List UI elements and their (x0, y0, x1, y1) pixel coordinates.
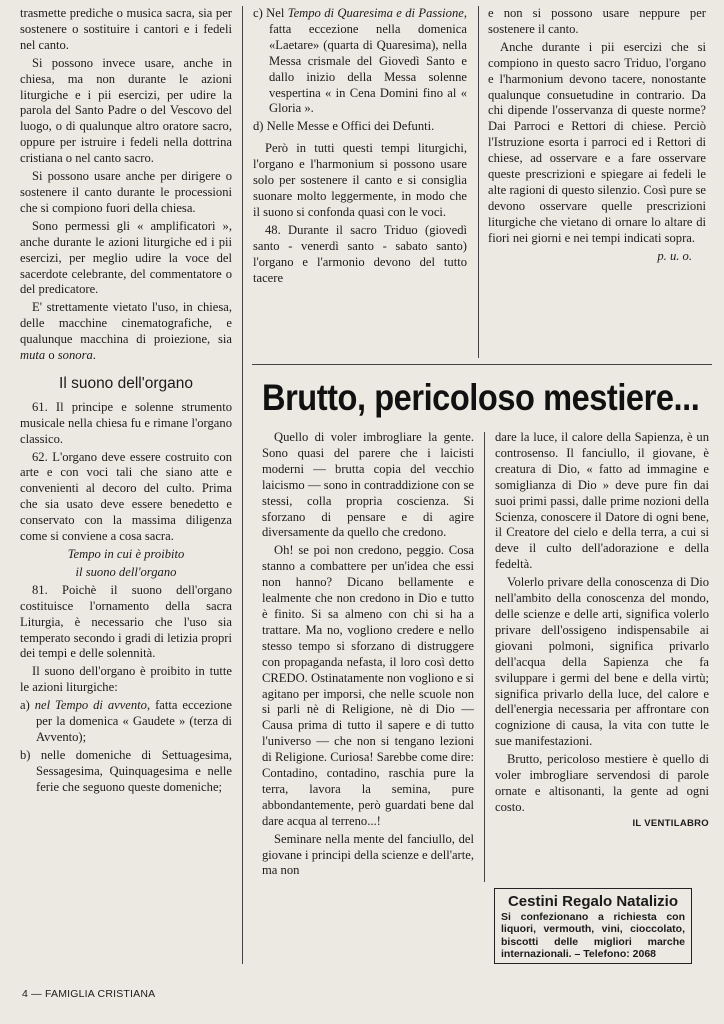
advertisement-box (494, 888, 692, 964)
column-divider (478, 6, 479, 358)
ad-body: Si confezionano a richiesta con liquori, vermouth, vini, cioccolato, biscotti delle migliori marche internazionali. – Telefono: 2068 (501, 911, 685, 960)
section-heading: Il suono dell'organo (59, 374, 193, 392)
subheading-line-1: Tempo in cui è proibito (67, 547, 185, 561)
paragraph: e non si possono usare neppure per sostenere il canto. (488, 6, 706, 36)
paragraph: E' strettamente vietato l'uso, in chiesa, delle macchine cinematografiche, e qualunque macchina di proiezione, sia muta o sonora. (20, 300, 232, 363)
list-item: b) nelle domeniche di Settuagesima, Sessagesima, Quinquagesima e nelle ferie che seguono queste domeniche; (20, 747, 232, 794)
paragraph: Però in tutti questi tempi liturgichi, l'organo e l'harmonium si possono usare solo per sostenere il canto e si consiglia suonare molto leggermente, in modo che il suono si confonda quasi con le voci. (253, 141, 467, 219)
paragraph: 61. Il principe e solenne strumento musicale nella chiesa fu e rimane l'organo classico. (20, 399, 232, 446)
article-column-2 (495, 430, 709, 832)
paragraph: 62. L'organo deve essere costruito con arte e con voci tali che siano atte e convenienti al decoro del culto. Prima che sia usato deve essere benedetto e conservato con la massima diligenza come si conviene a cosa sacra. (20, 449, 232, 544)
paragraph: Si possono invece usare, anche in chiesa, ma non durante le azioni liturgiche e i pii esercizi, per udire la parola del Santo Padre o del Vescovo del luogo, o di qualunque altro oratore sacro, oppure per istruire i fedeli nella dottrina cristiana o nel canto sacro. (20, 55, 232, 166)
ad-title: Cestini Regalo Natalizio (507, 893, 679, 910)
paragraph: Si possono usare anche per dirigere o sostenere il canto durante le processioni che si compiono fuori della chiesa. (20, 169, 232, 215)
column-divider (484, 432, 485, 882)
article-column-1 (262, 430, 474, 881)
paragraph: Sono permessi gli « amplificatori », anche durante le azioni liturgiche ed i pii esercizi, per meglio udire la voce del sacerdote celebrante, del commentatore o del predicatore. (20, 218, 232, 297)
paragraph: Quello di voler imbrogliare la gente. Sono quasi del parere che i laicisti moderni — brutta copia del vecchio laicismo — sono in contraddizione con se stessi, colla propria coscienza. Si sforzano di pensare e di agire diversamente da quello che credono. (262, 430, 474, 540)
list-item: c) Nel Tempo di Quaresima e di Passione, fatta eccezione nella domenica «Laetare» (quarta di Quaresima), nella Messa crismale del Giovedì Santo e dallo inizio della Messa solenne vespertina « in Cena Domini fino al « Gloria ». (253, 6, 468, 116)
paragraph: Volerlo privare della conoscenza di Dio nell'ambito della conoscenza del mondo, delle scienze e delle arti, significa volerlo privare dell'ossigeno indispensabile ai giovani polmoni, significa privarlo dell'acqua della Sapienza che fa sviluppare i germi del bene e della virtù; significa privarlo della luce, del calore e dell'energia necessaria per affrontare con cognizione di causa, la vita con tutte le sue manifestazioni. (495, 575, 709, 749)
paragraph: Anche durante i pii esercizi che si compiono in questo sacro Triduo, l'organo e l'harmonium devono tacere, nonostante qualunque consuetudine in contrario. Da chi dipende l'osservanza di queste norme? Dai Parroci e Rettori di chiese. Perciò l'Istruzione esorta i parroci ed i Rettori di chiese, ad osservare e a fare osservare queste prescrizioni e spiegare ai fedeli le alte ragioni di questo silenzio. Così pure se devono osservare quelle prescrizioni liturgiche che vietano di ornare lo altare di fiori nei giorni e nei tempi indicati sopra. (488, 39, 706, 245)
paragraph: dare la luce, il calore della Sapienza, è un controsenso. Il fanciullo, il giovane, è creatura di Dio, « fatto ad immagine e somiglianza di Dio » deve pure fin dai suoi primi passi, dalle prime nozioni della Scienza, conoscere il Datore di ogni bene, il Creatore del cielo e della terra, a cui si deve il culto dell'adorazione e della fedeltà. (495, 430, 709, 572)
column-1 (20, 6, 232, 798)
paragraph: 81. Poichè il suono dell'organo costituisce l'ornamento della sacra Liturgia, è necessario che l'uso sia temperato secondo i gradi di letizia propri dei tempi e delle solennità. (20, 582, 232, 661)
list-item: a) nel Tempo di avvento, fatta eccezione per la domenica « Gaudete » (terza di Avvento); (20, 698, 232, 744)
subheading-line-2: il suono dell'organo (75, 564, 177, 579)
section-divider (252, 364, 712, 365)
column-divider (242, 6, 243, 964)
list-item: d) Nelle Messe e Offici dei Defunti. (253, 119, 435, 134)
paragraph: trasmette prediche o musica sacra, sia per sostenere o sostituire i cantori e i fedeli nel canto. (20, 6, 232, 52)
paragraph: 48. Durante il sacro Triduo (giovedì santo - venerdì santo - sabato santo) l'organo e l'armonio devono del tutto tacere (253, 222, 467, 285)
paragraph: Il suono dell'organo è proibito in tutte le azioni liturgiche: (20, 664, 232, 695)
paragraph: Seminare nella mente del fanciullo, del giovane i principi della scienze e dell'arte, ma non (262, 831, 474, 878)
column-2 (253, 6, 467, 288)
column-3 (488, 6, 706, 267)
page-footer: 4 — FAMIGLIA CRISTIANA (22, 988, 156, 1000)
paragraph: Oh! se poi non credono, peggio. Cosa stanno a combattere per un'idea che essi non hanno? Dicano bellamente e lealmente che non credono in Dio e tutto è finito. Si sa almeno con chi si ha a trattare. Ma no, vogliono credere e nello stesso tempo si sforzano di distruggere con propaganda nefasta, il loro così detto CREDO. Ostinatamente non vogliono e si agitano per imporsi, che nelle scuole non si parli nè di Religione, nè di Dio — Causa prima di tutto il sapere e di tutto l'universo — che non si tengano lezioni di Religione. Curiosa! Sarebbe come dire: Contadino, contadino, raschia pure la terra, lavora la semina, pure abbondantemente, però guardati bene dal dare acqua al terreno...! (262, 543, 474, 828)
article-byline: IL VENTILABRO (632, 817, 709, 829)
paragraph: Brutto, pericoloso mestiere è quello di voler imbrogliare servendosi di parole ornate e altisonanti, la gente ad ogni costo. (495, 752, 709, 814)
article-headline: Brutto, pericoloso mestiere... (262, 377, 700, 418)
signature: p. u. o. (657, 248, 692, 263)
